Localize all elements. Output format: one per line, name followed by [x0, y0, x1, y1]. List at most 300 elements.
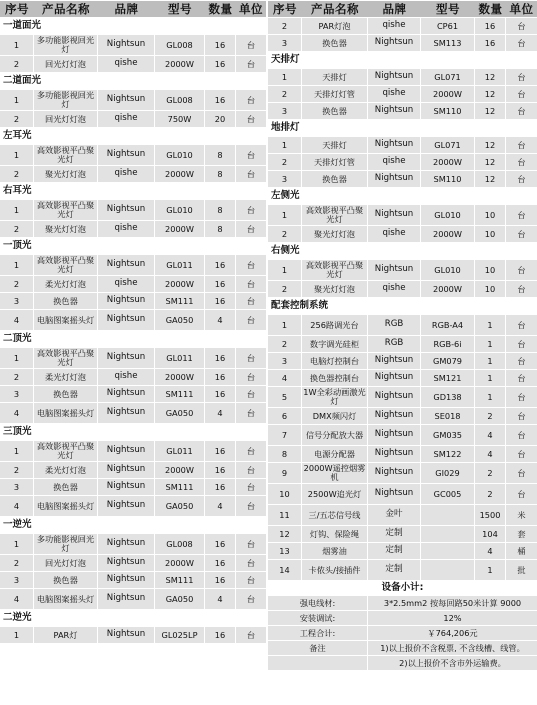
cell-col-index: 7	[268, 425, 302, 445]
cell-col-qty: 8	[205, 221, 236, 237]
cell-col-qty: 20	[205, 111, 236, 127]
cell-col-brand: 定制	[368, 543, 421, 559]
cell-col-index: 3	[0, 293, 34, 309]
section-title-row	[0, 73, 266, 89]
table-row	[268, 154, 537, 170]
cell-col-brand: Nightsun	[368, 205, 421, 225]
cell-col-unit: 台	[236, 56, 266, 72]
cell-col-product: 256路调光台	[302, 315, 368, 335]
cell-col-model: 2000W	[421, 281, 475, 297]
cell-col-unit: 台	[236, 534, 266, 554]
cell-col-product: 换色器	[34, 293, 98, 309]
cell-col-index: 1	[0, 35, 34, 55]
table-row	[0, 35, 266, 55]
header-col-model: 型号	[155, 1, 205, 17]
table-row	[0, 145, 266, 165]
section-title: 一顶光	[0, 238, 266, 254]
cell-col-model: 2000W	[421, 86, 475, 102]
right-table-body	[268, 18, 537, 670]
cell-col-product: 换色器	[302, 35, 368, 51]
cell-col-model: GM079	[421, 353, 475, 369]
cell-col-unit: 米	[506, 505, 537, 525]
cell-col-index: 5	[268, 387, 302, 407]
cell-col-brand: Nightsun	[98, 35, 155, 55]
cell-col-qty: 1500	[475, 505, 506, 525]
table-header-row	[0, 1, 266, 17]
cell-col-index: 13	[268, 543, 302, 559]
cell-col-qty: 8	[205, 145, 236, 165]
cell-col-index: 2	[268, 336, 302, 352]
cell-col-brand: qishe	[368, 281, 421, 297]
cell-col-model: GL010	[421, 205, 475, 225]
cell-col-model: GL010	[155, 145, 205, 165]
table-row	[268, 281, 537, 297]
cell-col-qty: 8	[205, 166, 236, 182]
table-row	[0, 386, 266, 402]
cell-col-qty: 4	[205, 403, 236, 423]
cell-col-product: 换色器控制台	[302, 370, 368, 386]
cell-col-product: 柔光灯灯泡	[34, 276, 98, 292]
cell-col-model: GL008	[155, 90, 205, 110]
cell-col-index: 1	[268, 137, 302, 153]
table-row	[0, 166, 266, 182]
cell-col-qty: 16	[205, 90, 236, 110]
right-column	[268, 0, 537, 671]
cell-col-model: CP61	[421, 18, 475, 34]
cell-col-qty: 12	[475, 137, 506, 153]
cell-col-product: 柔光灯灯泡	[34, 462, 98, 478]
cell-col-unit: 台	[506, 205, 537, 225]
cell-col-product: 回光灯灯泡	[34, 555, 98, 571]
cell-col-index: 2	[0, 221, 34, 237]
cell-col-index: 2	[0, 462, 34, 478]
cell-col-qty: 4	[205, 589, 236, 609]
cell-col-brand: Nightsun	[98, 200, 155, 220]
cell-col-model: GL011	[155, 255, 205, 275]
cell-col-model: SM111	[155, 386, 205, 402]
cell-col-qty: 2	[475, 408, 506, 424]
cell-col-qty: 16	[205, 255, 236, 275]
cell-col-brand: 定制	[368, 526, 421, 542]
cell-col-brand: qishe	[368, 154, 421, 170]
cell-col-index: 3	[0, 479, 34, 495]
cell-col-unit: 台	[506, 484, 537, 504]
section-title-row	[268, 243, 537, 259]
cell-col-unit: 台	[236, 166, 266, 182]
cell-col-qty: 16	[205, 348, 236, 368]
cell-col-index: 9	[268, 463, 302, 483]
cell-col-brand: qishe	[368, 18, 421, 34]
cell-col-product: 换色器	[34, 572, 98, 588]
cell-col-brand: Nightsun	[368, 260, 421, 280]
cell-col-model: RGB-A4	[421, 315, 475, 335]
cell-col-product: 电脑图案摇头灯	[34, 403, 98, 423]
cell-col-qty: 4	[205, 310, 236, 330]
table-row	[268, 446, 537, 462]
summary-value: 3*2.5mm2 按每回路50米计算 9000	[368, 596, 537, 610]
left-table-body	[0, 18, 266, 643]
table-row	[268, 526, 537, 542]
header-col-qty: 数量	[205, 1, 236, 17]
table-row	[0, 462, 266, 478]
table-row	[268, 463, 537, 483]
cell-col-index: 2	[268, 281, 302, 297]
cell-col-index: 11	[268, 505, 302, 525]
cell-col-index: 4	[0, 496, 34, 516]
section-title-row	[0, 610, 266, 626]
summary-label: 强电线材:	[268, 596, 368, 610]
table-row	[0, 221, 266, 237]
section-title: 二道面光	[0, 73, 266, 89]
cell-col-brand: Nightsun	[98, 293, 155, 309]
cell-col-brand: Nightsun	[98, 555, 155, 571]
cell-col-unit: 台	[236, 572, 266, 588]
table-row	[268, 18, 537, 34]
cell-col-qty: 16	[205, 479, 236, 495]
cell-col-model: GL025LP	[155, 627, 205, 643]
cell-col-brand: Nightsun	[368, 35, 421, 51]
cell-col-qty: 1	[475, 370, 506, 386]
cell-col-index: 1	[268, 315, 302, 335]
cell-col-product: 1W全彩动画激光灯	[302, 387, 368, 407]
cell-col-index: 1	[0, 627, 34, 643]
cell-col-brand: Nightsun	[98, 348, 155, 368]
cell-col-brand: Nightsun	[98, 441, 155, 461]
cell-col-index: 1	[268, 205, 302, 225]
section-title-row	[0, 424, 266, 440]
cell-col-product: 电脑灯控制台	[302, 353, 368, 369]
section-title-row	[0, 517, 266, 533]
cell-col-unit: 台	[236, 496, 266, 516]
cell-col-model	[421, 505, 475, 525]
header-col-unit: 单位	[506, 1, 537, 17]
cell-col-brand: Nightsun	[368, 408, 421, 424]
cell-col-brand: qishe	[98, 369, 155, 385]
cell-col-model: GL008	[155, 534, 205, 554]
section-title: 二顶光	[0, 331, 266, 347]
cell-col-brand: qishe	[368, 86, 421, 102]
cell-col-model: GL011	[155, 348, 205, 368]
cell-col-qty: 4	[205, 496, 236, 516]
cell-col-unit: 台	[236, 403, 266, 423]
left-table	[0, 0, 266, 644]
cell-col-qty: 10	[475, 226, 506, 242]
cell-col-qty: 16	[475, 18, 506, 34]
cell-col-product: 天排灯	[302, 69, 368, 85]
cell-col-brand: Nightsun	[368, 387, 421, 407]
cell-col-index: 2	[268, 86, 302, 102]
table-row	[268, 315, 537, 335]
section-title: 一逆光	[0, 517, 266, 533]
cell-col-model: SM110	[421, 171, 475, 187]
cell-col-model: SM111	[155, 293, 205, 309]
cell-col-model: SE018	[421, 408, 475, 424]
table-row	[268, 336, 537, 352]
cell-col-qty: 12	[475, 86, 506, 102]
summary-label: 工程合计:	[268, 626, 368, 640]
cell-col-unit: 台	[506, 315, 537, 335]
cell-col-unit: 台	[506, 171, 537, 187]
cell-col-unit: 台	[236, 441, 266, 461]
section-title: 左侧光	[268, 188, 537, 204]
cell-col-brand: Nightsun	[98, 627, 155, 643]
section-title: 右侧光	[268, 243, 537, 259]
cell-col-product: 高效影视平凸聚光灯	[34, 145, 98, 165]
cell-col-product: 换色器	[302, 103, 368, 119]
cell-col-qty: 12	[475, 69, 506, 85]
cell-col-product: 聚光灯灯泡	[34, 221, 98, 237]
section-title: 天排灯	[268, 52, 537, 68]
cell-col-product: 烟雾油	[302, 543, 368, 559]
cell-col-unit: 台	[236, 35, 266, 55]
cell-col-product: 卡侬头/接插件	[302, 560, 368, 580]
cell-col-unit: 台	[236, 90, 266, 110]
section-title-row	[0, 238, 266, 254]
cell-col-model: 2000W	[155, 56, 205, 72]
table-row	[0, 293, 266, 309]
cell-col-unit: 台	[236, 479, 266, 495]
cell-col-qty: 1	[475, 560, 506, 580]
summary-row	[268, 611, 537, 625]
cell-col-unit: 台	[506, 408, 537, 424]
table-row	[268, 484, 537, 504]
left-column	[0, 0, 266, 644]
cell-col-model: GA050	[155, 403, 205, 423]
table-row	[0, 348, 266, 368]
cell-col-qty: 16	[205, 462, 236, 478]
table-row	[0, 441, 266, 461]
table-header-row	[268, 1, 537, 17]
cell-col-index: 4	[0, 310, 34, 330]
cell-col-model: GA050	[155, 589, 205, 609]
cell-col-brand: Nightsun	[368, 69, 421, 85]
cell-col-product: 聚光灯灯泡	[302, 226, 368, 242]
cell-col-qty: 10	[475, 260, 506, 280]
cell-col-product: 回光灯灯泡	[34, 56, 98, 72]
table-row	[268, 408, 537, 424]
cell-col-product: 回光灯灯泡	[34, 111, 98, 127]
cell-col-brand: Nightsun	[368, 137, 421, 153]
cell-col-brand: Nightsun	[98, 496, 155, 516]
table-row	[0, 627, 266, 643]
summary-row	[268, 641, 537, 655]
cell-col-unit: 台	[506, 103, 537, 119]
cell-col-qty: 12	[475, 171, 506, 187]
header-col-brand: 品牌	[98, 1, 155, 17]
cell-col-qty: 16	[205, 441, 236, 461]
cell-col-unit: 批	[506, 560, 537, 580]
cell-col-model	[421, 526, 475, 542]
cell-col-brand: 定制	[368, 560, 421, 580]
cell-col-product: 电脑图案摇头灯	[34, 310, 98, 330]
cell-col-index: 1	[0, 145, 34, 165]
cell-col-brand: qishe	[98, 56, 155, 72]
cell-col-qty: 4	[475, 446, 506, 462]
table-row	[0, 56, 266, 72]
header-col-qty: 数量	[475, 1, 506, 17]
cell-col-qty: 10	[475, 281, 506, 297]
header-col-brand: 品牌	[368, 1, 421, 17]
cell-col-product: 高效影视平凸聚光灯	[34, 348, 98, 368]
cell-col-unit: 台	[236, 462, 266, 478]
cell-col-brand: Nightsun	[368, 484, 421, 504]
cell-col-brand: RGB	[368, 315, 421, 335]
table-row	[268, 505, 537, 525]
table-row	[268, 86, 537, 102]
cell-col-brand: Nightsun	[368, 171, 421, 187]
cell-col-index: 3	[268, 171, 302, 187]
header-col-index: 序号	[0, 1, 34, 17]
cell-col-index: 4	[0, 589, 34, 609]
table-row	[268, 103, 537, 119]
cell-col-unit: 套	[506, 526, 537, 542]
cell-col-model: GA050	[155, 496, 205, 516]
cell-col-brand: Nightsun	[98, 462, 155, 478]
cell-col-qty: 16	[205, 369, 236, 385]
cell-col-index: 10	[268, 484, 302, 504]
table-row	[0, 555, 266, 571]
section-title: 左耳光	[0, 128, 266, 144]
cell-col-product: 高效影视平凸聚光灯	[34, 441, 98, 461]
cell-col-index: 8	[268, 446, 302, 462]
summary-title: 设备小计:	[268, 581, 537, 595]
cell-col-index: 2	[268, 226, 302, 242]
cell-col-product: 换色器	[34, 386, 98, 402]
cell-col-model: 2000W	[155, 369, 205, 385]
cell-col-product: 聚光灯灯泡	[34, 166, 98, 182]
cell-col-product: 柔光灯灯泡	[34, 369, 98, 385]
cell-col-brand: Nightsun	[98, 145, 155, 165]
section-title: 二逆光	[0, 610, 266, 626]
cell-col-product: 电脑图案摇头灯	[34, 589, 98, 609]
table-row	[0, 496, 266, 516]
cell-col-product: 高效影视平凸聚光灯	[302, 260, 368, 280]
cell-col-product: PAR灯	[34, 627, 98, 643]
cell-col-model: GL071	[421, 137, 475, 153]
cell-col-model: GD138	[421, 387, 475, 407]
cell-col-index: 1	[0, 534, 34, 554]
cell-col-model: GL010	[421, 260, 475, 280]
right-table	[268, 0, 537, 671]
cell-col-unit: 台	[506, 69, 537, 85]
summary-value: 1)以上报价不含税票, 不含线槽、线管。	[368, 641, 537, 655]
cell-col-product: 电脑图案摇头灯	[34, 496, 98, 516]
summary-value: 2)以上报价不含市外运输费。	[368, 656, 537, 670]
cell-col-model: GL008	[155, 35, 205, 55]
cell-col-index: 3	[0, 386, 34, 402]
cell-col-index: 2	[268, 18, 302, 34]
cell-col-index: 6	[268, 408, 302, 424]
cell-col-qty: 1	[475, 387, 506, 407]
table-row	[268, 560, 537, 580]
section-title-row	[268, 52, 537, 68]
cell-col-product: 天排灯灯管	[302, 154, 368, 170]
summary-row	[268, 596, 537, 610]
cell-col-qty: 2	[475, 484, 506, 504]
cell-col-brand: qishe	[98, 111, 155, 127]
cell-col-product: 高效影视平凸聚光灯	[302, 205, 368, 225]
cell-col-qty: 1	[475, 315, 506, 335]
cell-col-unit: 台	[506, 446, 537, 462]
cell-col-model: GA050	[155, 310, 205, 330]
cell-col-model: RGB-6i	[421, 336, 475, 352]
cell-col-unit: 台	[236, 348, 266, 368]
table-row	[0, 276, 266, 292]
cell-col-qty: 16	[205, 56, 236, 72]
cell-col-qty: 16	[205, 555, 236, 571]
table-row	[268, 69, 537, 85]
cell-col-unit: 台	[236, 369, 266, 385]
section-title-row	[0, 331, 266, 347]
cell-col-index: 2	[0, 276, 34, 292]
header-col-model: 型号	[421, 1, 475, 17]
cell-col-unit: 台	[236, 310, 266, 330]
cell-col-model: GI029	[421, 463, 475, 483]
table-row	[0, 369, 266, 385]
table-row	[0, 589, 266, 609]
section-title-row	[0, 128, 266, 144]
cell-col-unit: 台	[506, 336, 537, 352]
cell-col-brand: Nightsun	[368, 103, 421, 119]
cell-col-product: 多功能影视回光灯	[34, 35, 98, 55]
cell-col-brand: Nightsun	[98, 534, 155, 554]
cell-col-brand: Nightsun	[368, 370, 421, 386]
cell-col-model: 2000W	[155, 276, 205, 292]
cell-col-model: SM122	[421, 446, 475, 462]
cell-col-qty: 8	[205, 200, 236, 220]
summary-label	[268, 656, 368, 670]
cell-col-model: 2000W	[421, 154, 475, 170]
cell-col-unit: 台	[236, 111, 266, 127]
cell-col-brand: Nightsun	[98, 403, 155, 423]
section-title-row	[268, 188, 537, 204]
cell-col-index: 3	[268, 353, 302, 369]
cell-col-unit: 台	[506, 226, 537, 242]
summary-row	[268, 656, 537, 670]
cell-col-index: 3	[268, 103, 302, 119]
header-col-index: 序号	[268, 1, 302, 17]
table-row	[268, 171, 537, 187]
cell-col-qty: 16	[205, 293, 236, 309]
section-title-row	[0, 18, 266, 34]
cell-col-unit: 台	[506, 387, 537, 407]
cell-col-qty: 2	[475, 463, 506, 483]
cell-col-index: 1	[0, 348, 34, 368]
cell-col-brand: qishe	[368, 226, 421, 242]
section-title: 地排灯	[268, 120, 537, 136]
cell-col-product: 三/五芯信号线	[302, 505, 368, 525]
cell-col-model	[421, 560, 475, 580]
cell-col-unit: 台	[506, 35, 537, 51]
cell-col-product: DMX频闪灯	[302, 408, 368, 424]
cell-col-unit: 台	[506, 137, 537, 153]
section-title-row	[268, 298, 537, 314]
table-row	[268, 353, 537, 369]
cell-col-model: SM110	[421, 103, 475, 119]
section-title: 一道面光	[0, 18, 266, 34]
table-row	[0, 200, 266, 220]
table-row	[268, 205, 537, 225]
cell-col-unit: 台	[236, 589, 266, 609]
cell-col-unit: 台	[506, 260, 537, 280]
cell-col-unit: 台	[236, 200, 266, 220]
cell-col-qty: 16	[205, 534, 236, 554]
summary-value: ￥764,206元	[368, 626, 537, 640]
cell-col-model: GC005	[421, 484, 475, 504]
cell-col-unit: 台	[506, 154, 537, 170]
cell-col-brand: qishe	[98, 276, 155, 292]
cell-col-index: 1	[0, 255, 34, 275]
